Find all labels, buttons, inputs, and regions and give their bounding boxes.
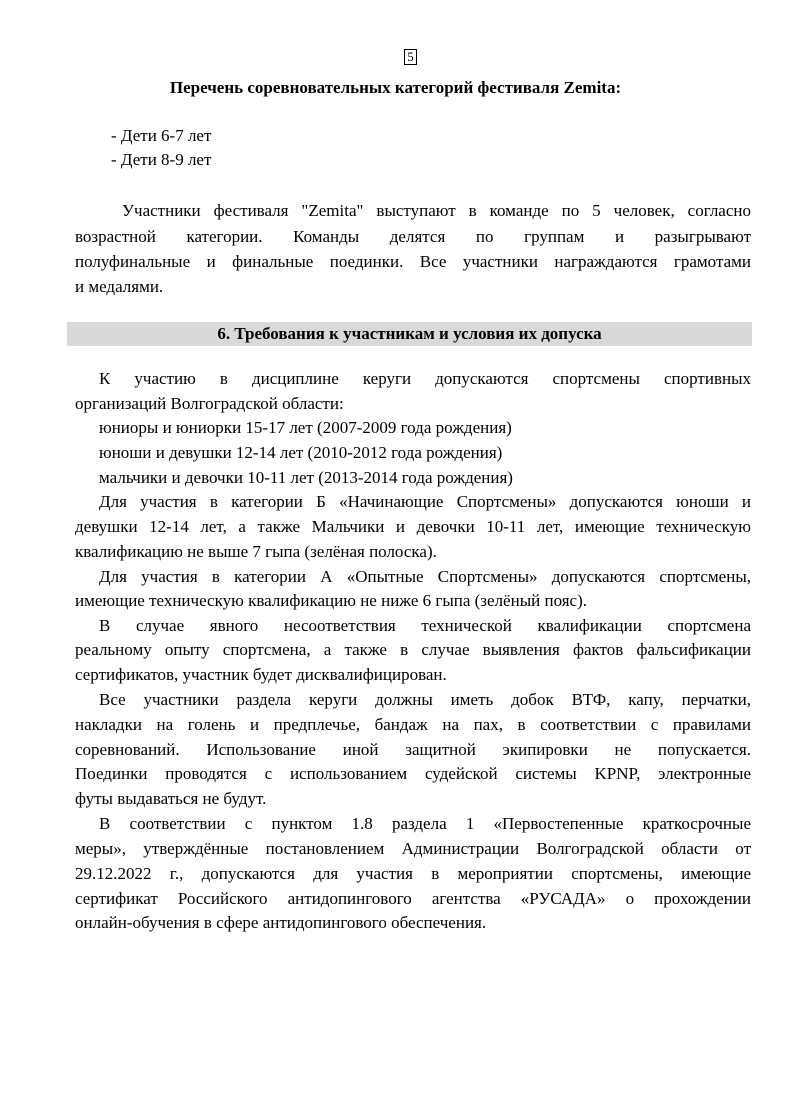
age-group-item: юноши и девушки 12-14 лет (2010-2012 года рождения) bbox=[99, 443, 503, 462]
category-b-paragraph-line: квалификацию не выше 7 гыпа (зелёная полоска). bbox=[75, 542, 437, 561]
category-item: - Дети 6-7 лет bbox=[111, 126, 212, 145]
festival-paragraph-line: и медалями. bbox=[75, 277, 164, 296]
category-a-paragraph-line: имеющие техническую квалификацию не ниже 6 гыпа (зелёный пояс). bbox=[75, 591, 588, 610]
equipment-paragraph-line: соревнований. Использование иной защитной экипировки не попускается. bbox=[75, 740, 751, 759]
equipment-paragraph-line: Поединки проводятся с использованием судейской системы KPNP, электронные bbox=[75, 764, 751, 783]
section-title: 6. Требования к участникам и условия их допуска bbox=[217, 324, 602, 343]
section-header bbox=[67, 322, 752, 346]
category-b-paragraph-line: Для участия в категории Б «Начинающие Спортсмены» допускаются юноши и bbox=[99, 492, 751, 511]
categories-heading: Перечень соревновательных категорий фестиваля Zemita: bbox=[169, 78, 622, 97]
age-group-item: юниоры и юниорки 15-17 лет (2007-2009 года рождения) bbox=[99, 418, 512, 437]
rusada-paragraph-line: 29.12.2022 г., допускаются для участия в мероприятии спортсмены, имеющие bbox=[75, 864, 751, 883]
category-b-paragraph-line: девушки 12-14 лет, а также Мальчики и девочки 10-11 лет, имеющие техническую bbox=[75, 517, 751, 536]
festival-paragraph-line: полуфинальные и финальные поединки. Все участники награждаются грамотами bbox=[75, 252, 751, 271]
rusada-paragraph-line: В соответствии с пунктом 1.8 раздела 1 «Первостепенные краткосрочные bbox=[99, 814, 751, 833]
mismatch-paragraph-line: В случае явного несоответствия технической квалификации спортсмена bbox=[99, 616, 751, 635]
category-item: - Дети 8-9 лет bbox=[111, 150, 212, 169]
festival-paragraph-line: Участники фестиваля "Zemita" выступают в команде по 5 человек, согласно bbox=[122, 201, 751, 220]
festival-paragraph-line: возрастной категории. Команды делятся по группам и разыгрывают bbox=[75, 227, 751, 246]
rusada-paragraph-line: онлайн-обучения в сфере антидопингового обеспечения. bbox=[75, 913, 487, 932]
category-a-paragraph-line: Для участия в категории А «Опытные Спортсмены» допускаются спортсмены, bbox=[99, 567, 751, 586]
equipment-paragraph-line: футы выдаваться не будут. bbox=[75, 789, 267, 808]
rusada-paragraph-line: сертификат Российского антидопингового агентства «РУСАДА» о прохождении bbox=[75, 889, 751, 908]
mismatch-paragraph-line: сертификатов, участник будет дисквалифицирован. bbox=[75, 665, 447, 684]
page-number: 5 bbox=[404, 49, 417, 65]
admission-paragraph-line: К участию в дисциплине керуги допускаются спортсмены спортивных bbox=[99, 369, 751, 388]
equipment-paragraph-line: Все участники раздела керуги должны иметь добок ВТФ, капу, перчатки, bbox=[99, 690, 751, 709]
equipment-paragraph-line: накладки на голень и предплечье, бандаж на пах, в соответствии с правилами bbox=[75, 715, 751, 734]
admission-paragraph-line: организаций Волгоградской области: bbox=[75, 394, 344, 413]
rusada-paragraph-line: меры», утверждённые постановлением Администрации Волгоградской области от bbox=[75, 839, 751, 858]
age-group-item: мальчики и девочки 10-11 лет (2013-2014 года рождения) bbox=[99, 468, 513, 487]
mismatch-paragraph-line: реальному опыту спортсмена, а также в случае выявления фактов фальсификации bbox=[75, 640, 751, 659]
